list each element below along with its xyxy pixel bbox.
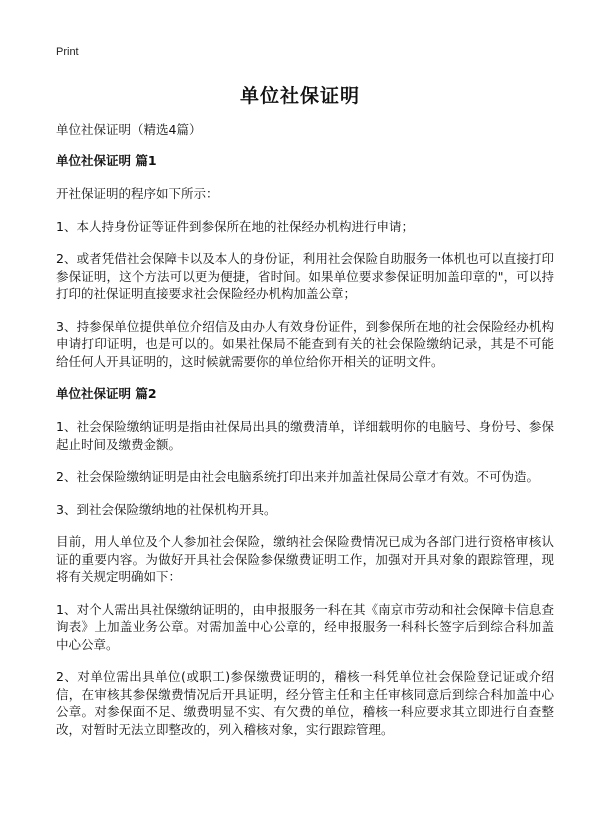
section-heading: 单位社保证明 篇2 <box>56 386 157 401</box>
paragraph: 2、对单位需出具单位(或职工)参保缴费证明的，稽核一科凭单位社会保险登记证或介绍信，在审核其参保缴费情况后开具证明，经分管主任和主任审核同意后到综合科加盖中心公章。对参保面不足、缴费明显不实、有欠费的单位，稽核一科应要求其立即进行自查整改，对暂时无法立即整改的，列入稽核对象，实行跟踪管理。 <box>56 669 554 737</box>
paragraph: 1、本人持身份证等证件到参保所在地的社保经办机构进行申请； <box>56 218 414 234</box>
section-heading: 单位社保证明 篇1 <box>56 153 157 168</box>
section-2 <box>56 385 554 738</box>
paragraph: 2、社会保险缴纳证明是由社会电脑系统打印出来并加盖社保局公章才有效。不可伪造。 <box>56 469 539 484</box>
document-body <box>56 121 554 753</box>
paragraph: 目前，用人单位及个人参加社会保险，缴纳社会保险费情况已成为各部门进行资格审核认证的重要内容。为做好开具社会保险参保缴费证明工作，加强对开具对象的跟踪管理，现将有关规定明确如下： <box>56 534 554 584</box>
section-1 <box>56 152 554 370</box>
document-subtitle: 单位社保证明（精选4篇） <box>56 122 202 137</box>
document-title: 单位社保证明 <box>239 85 360 107</box>
paragraph: 1、对个人需出具社保缴纳证明的，由申报服务一科在其《南京市劳动和社会保障卡信息查询表》上加盖业务公章。对需加盖中心公章的，经申报服务一科科长签字后到综合科加盖中心公章。 <box>56 601 554 652</box>
print-link[interactable]: Print <box>56 46 79 58</box>
paragraph: 3、到社会保险缴纳地的社保机构开具。 <box>56 501 277 517</box>
paragraph: 2、或者凭借社会保障卡以及本人的身份证，利用社会保险自助服务一体机也可以直接打印参保证明，这个方法可以更为便捷，省时间。如果单位要求参保证明加盖印章的"，可以持打印的社保证明直接要求社会保险经办机构加盖公章； <box>56 251 554 301</box>
paragraph: 开社保证明的程序如下所示： <box>56 186 219 201</box>
paragraph: 1、社会保险缴纳证明是指由社保局出具的缴费清单，详细载明你的电脑号、身份号、参保起止时间及缴费金额。 <box>56 419 554 452</box>
paragraph: 3、持参保单位提供单位介绍信及由办人有效身份证件，到参保所在地的社会保险经办机构申请打印证明，也是可以的。如果社保局不能查到有关的社会保险缴纳记录，其是不可能给任何人开具证明的，这时候就需要你的单位给你开相关的证明文件。 <box>56 318 554 369</box>
